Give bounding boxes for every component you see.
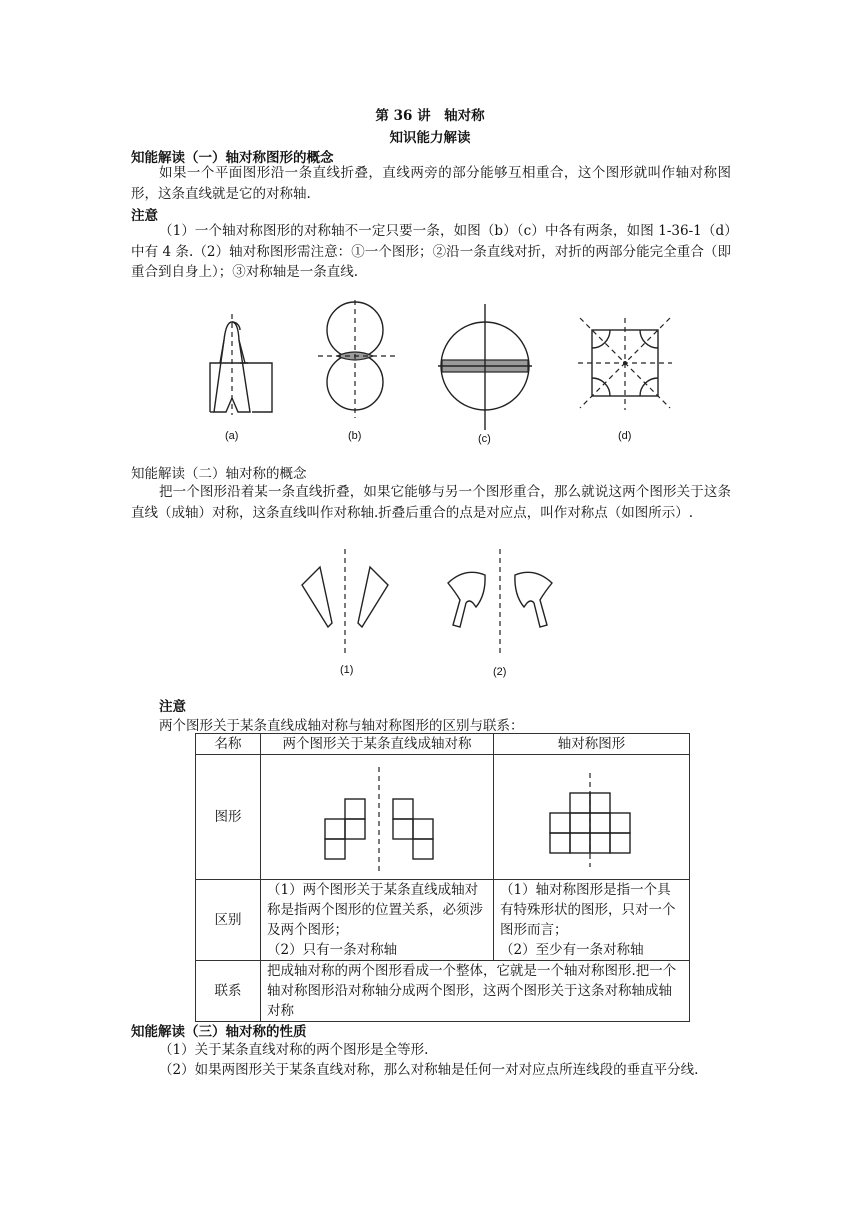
table-row-connection [196, 961, 690, 1022]
table-header-name: 名称 [196, 734, 261, 755]
figure-c-caption: (c) [478, 433, 491, 445]
table-header-axisymmetric: 轴对称图形 [494, 734, 690, 755]
diff-left-point-2: （2）只有一条对称轴 [267, 942, 398, 958]
figure-b-caption: (b) [348, 430, 362, 442]
note2-heading: 注意 [159, 699, 186, 715]
figure-axisymmetric-shapes [180, 300, 680, 450]
comparison-table [195, 733, 690, 1022]
table-row-figure [196, 755, 690, 880]
table-label-difference: 区别 [196, 880, 261, 961]
figure-symmetric-pairs [290, 545, 580, 665]
figure-pair-1 [302, 549, 388, 657]
diff-right-point-1: （1）轴对称图形是指一个具有特殊形状的图形，只对一个图形而言； [500, 882, 676, 938]
figure-d-shape [578, 318, 672, 410]
diff-left-point-1: （1）两个图形关于某条直线成轴对称是指两个图形的位置关系，必须涉及两个图形； [267, 882, 483, 938]
table-cell-axisymmetric-diagram [494, 755, 690, 880]
table-row-difference [196, 880, 690, 961]
section1-text: 如果一个平面图形沿一条直线折叠，直线两旁的部分能够互相重合，这个图形就叫作轴对称图形，这条直线就是它的对称轴. [131, 165, 731, 202]
note2-intro: 两个图形关于某条直线成轴对称与轴对称图形的区别与联系： [159, 718, 524, 734]
figure-pair-2 [448, 549, 552, 657]
figure-a-shape [210, 314, 272, 415]
page-subtitle: 知识能力解读 [389, 130, 471, 146]
table-cell-diff-axisymmetric [494, 880, 690, 961]
squares-axisymmetric-figure [494, 755, 688, 879]
figure-c-shape [438, 304, 532, 430]
figure-b-shape [318, 300, 395, 418]
table-cell-two-figures-diagram [261, 755, 494, 880]
section3-item-2: （2）如果两图形关于某条直线对称，那么对称轴是任何一对对应点所连线段的垂直平分线. [159, 1062, 699, 1078]
figure-a-caption: (a) [225, 430, 239, 442]
figure-pair-1-caption: (1) [340, 664, 354, 676]
table-header-row [196, 734, 690, 755]
section2-text: 把一个图形沿着某一条直线折叠，如果它能够与另一个图形重合，那么就说这两个图形关于这条直线（成轴）对称，这条直线叫作对称轴.折叠后重合的点是对应点，叫作对称点（如图所示）. [131, 484, 731, 521]
section3-heading: 知能解读（三）轴对称的性质 [131, 1024, 307, 1040]
figure-pair-2-caption: (2) [493, 666, 507, 678]
squares-mirror-pair-figure [261, 755, 493, 879]
diff-right-point-2: （2）至少有一条对称轴 [500, 942, 644, 958]
section1-heading: 知能解读（一）轴对称图形的概念 [131, 150, 334, 166]
table-label-connection: 联系 [196, 961, 261, 1022]
note1-heading: 注意 [131, 208, 158, 224]
section3-item-1: （1）关于某条直线对称的两个图形是全等形. [159, 1042, 429, 1058]
table-label-figure: 图形 [196, 755, 261, 880]
table-header-two-figures: 两个图形关于某条直线成轴对称 [261, 734, 494, 755]
figure-d-caption: (d) [618, 430, 632, 442]
table-cell-diff-two-figures [261, 880, 494, 961]
table-cell-connection: 把成轴对称的两个图形看成一个整体，它就是一个轴对称图形.把一个轴对称图形沿对称轴分成两个图形，这两个图形关于这条对称轴成轴对称 [261, 961, 690, 1022]
page-title: 第 36 讲 轴对称 [375, 108, 485, 124]
section2-heading: 知能解读（二）轴对称的概念 [131, 466, 307, 482]
note1-text: （1）一个轴对称图形的对称轴不一定只要一条，如图（b）（c）中各有两条，如图 1-36-1（d）中有 4 条.（2）轴对称图形需注意：①一个图形；②沿一条直线对折，对折的两部分能完全重合（即重合到自身上）；③对称轴是一条直线. [131, 223, 731, 280]
